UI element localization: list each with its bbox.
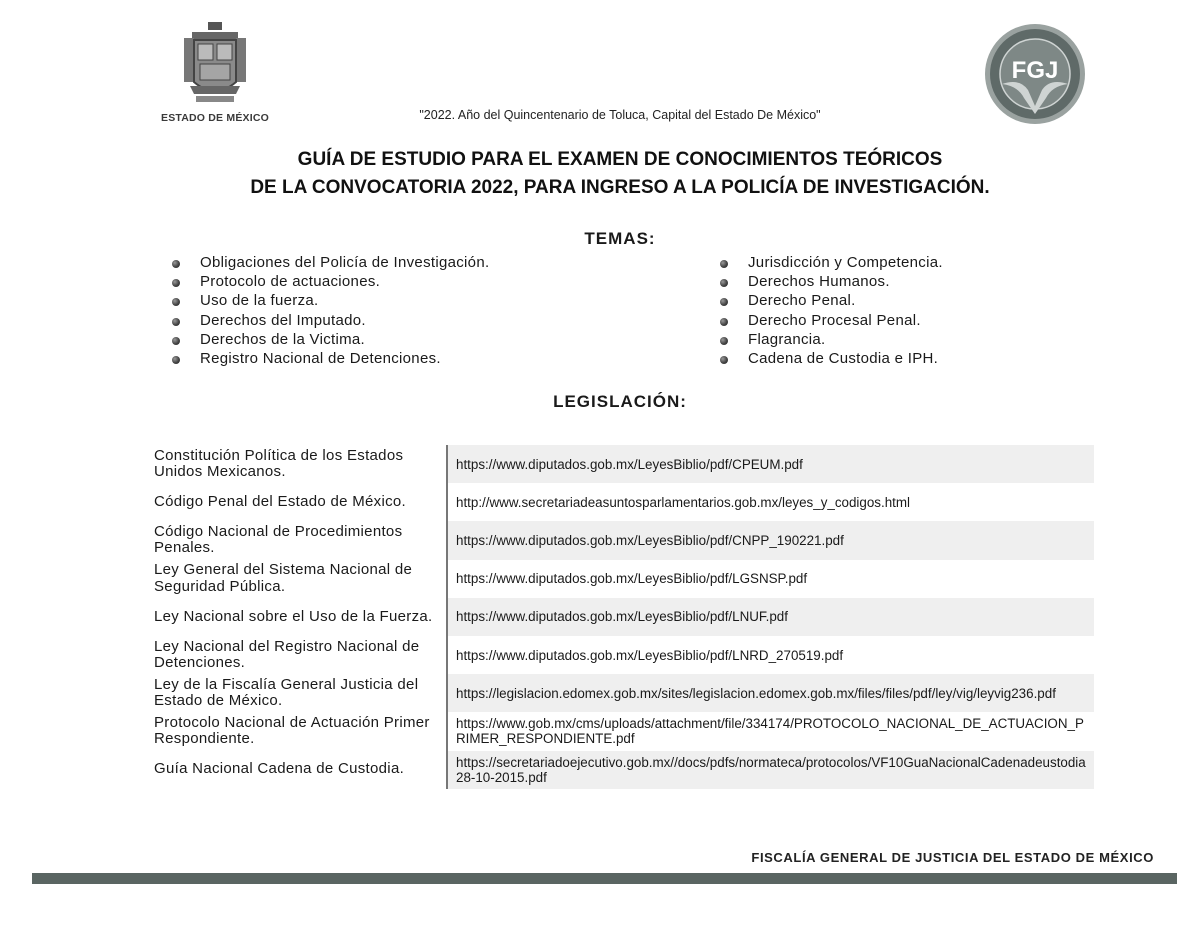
footer-institution-name: FISCALÍA GENERAL DE JUSTICIA DEL ESTADO DE MÉXICO bbox=[751, 850, 1154, 865]
list-item bbox=[720, 330, 943, 349]
tema-text: Derechos de la Victima. bbox=[200, 330, 366, 348]
bullet-icon bbox=[172, 337, 180, 345]
list-item bbox=[720, 272, 943, 291]
law-name: Constitución Política de los Estados Unidos Mexicanos. bbox=[154, 446, 404, 481]
law-url-link[interactable]: https://www.diputados.gob.mx/LeyesBiblio/pdf/LGSNSP.pdf bbox=[446, 560, 1094, 598]
bullet-icon bbox=[720, 298, 728, 306]
table-row bbox=[154, 636, 1094, 674]
law-url-link[interactable]: https://www.diputados.gob.mx/LeyesBiblio/pdf/LNRD_270519.pdf bbox=[446, 636, 1094, 674]
law-name: Ley de la Fiscalía General Justicia del Estado de México. bbox=[154, 675, 419, 710]
table-row bbox=[154, 483, 1094, 521]
title-line-1: GUÍA DE ESTUDIO PARA EL EXAMEN DE CONOCIMIENTOS TEÓRICOS bbox=[297, 149, 943, 170]
bullet-icon bbox=[172, 298, 180, 306]
law-url-link[interactable]: https://legislacion.edomex.gob.mx/sites/legislacion.edomex.gob.mx/files/files/pdf/ley/vig/leyvig236.pdf bbox=[446, 674, 1094, 712]
left-logo-label: ESTADO DE MÉXICO bbox=[160, 112, 269, 124]
list-item bbox=[720, 311, 943, 330]
bullet-icon bbox=[172, 260, 180, 268]
list-item bbox=[172, 291, 489, 310]
bullet-icon bbox=[720, 279, 728, 287]
table-row bbox=[154, 521, 1094, 559]
table-row bbox=[154, 445, 1094, 483]
bullet-icon bbox=[172, 356, 180, 364]
table-row bbox=[154, 560, 1094, 598]
list-item bbox=[172, 349, 489, 368]
law-name: Código Penal del Estado de México. bbox=[154, 493, 407, 511]
law-name: Ley Nacional sobre el Uso de la Fuerza. bbox=[154, 607, 433, 625]
temas-heading: TEMAS: bbox=[584, 229, 656, 248]
table-row bbox=[154, 674, 1094, 712]
law-url-link[interactable]: https://www.diputados.gob.mx/LeyesBiblio/pdf/CPEUM.pdf bbox=[446, 445, 1094, 483]
law-url-link[interactable]: https://secretariadoejecutivo.gob.mx//docs/pdfs/normateca/protocolos/VF10GuaNacionalCadenadeustodia28-10-2015.pdf bbox=[446, 751, 1094, 789]
tema-text: Registro Nacional de Detenciones. bbox=[200, 349, 441, 367]
document-title bbox=[150, 146, 1090, 202]
year-motto: "2022. Año del Quincentenario de Toluca, Capital del Estado De México" bbox=[419, 108, 821, 122]
tema-text: Derechos del Imputado. bbox=[200, 311, 366, 329]
list-item bbox=[172, 272, 489, 291]
bullet-icon bbox=[720, 318, 728, 326]
legislacion-table bbox=[154, 445, 1094, 789]
tema-text: Cadena de Custodia e IPH. bbox=[748, 349, 939, 367]
law-url-link[interactable]: https://www.gob.mx/cms/uploads/attachment/file/334174/PROTOCOLO_NACIONAL_DE_ACTUACION_PRIMER_RESPONDIENTE.pdf bbox=[446, 712, 1094, 750]
tema-text: Uso de la fuerza. bbox=[200, 292, 319, 310]
law-url-link[interactable]: http://www.secretariadeasuntosparlamentarios.gob.mx/leyes_y_codigos.html bbox=[446, 483, 1094, 521]
bullet-icon bbox=[720, 260, 728, 268]
legislacion-heading: LEGISLACIÓN: bbox=[553, 392, 687, 411]
bullet-icon bbox=[720, 356, 728, 364]
law-name: Ley Nacional del Registro Nacional de Detenciones. bbox=[154, 637, 420, 672]
list-item bbox=[172, 330, 489, 349]
list-item bbox=[172, 311, 489, 330]
footer-divider-bar bbox=[32, 873, 1177, 884]
list-item bbox=[720, 291, 943, 310]
table-row bbox=[154, 751, 1094, 789]
tema-text: Protocolo de actuaciones. bbox=[200, 273, 381, 291]
fgj-seal-text: FGJ bbox=[1011, 57, 1059, 84]
law-url-link[interactable]: https://www.diputados.gob.mx/LeyesBiblio/pdf/LNUF.pdf bbox=[446, 598, 1094, 636]
list-item bbox=[720, 253, 943, 272]
tema-text: Derecho Procesal Penal. bbox=[748, 311, 921, 329]
law-name: Código Nacional de Procedimientos Penales. bbox=[154, 522, 403, 557]
tema-text: Derecho Penal. bbox=[748, 292, 856, 310]
table-row bbox=[154, 712, 1094, 750]
law-name: Guía Nacional Cadena de Custodia. bbox=[154, 760, 405, 778]
estado-de-mexico-logo bbox=[154, 20, 276, 126]
bullet-icon bbox=[172, 279, 180, 287]
bullet-icon bbox=[172, 318, 180, 326]
law-name: Ley General del Sistema Nacional de Seguridad Pública. bbox=[154, 561, 413, 595]
tema-text: Jurisdicción y Competencia. bbox=[748, 254, 943, 271]
temas-list-left bbox=[172, 253, 489, 368]
bullet-icon bbox=[720, 337, 728, 345]
law-name: Protocolo Nacional de Actuación Primer Respondiente. bbox=[154, 713, 430, 748]
tema-text: Obligaciones del Policía de Investigación. bbox=[200, 254, 490, 271]
table-row bbox=[154, 598, 1094, 636]
law-url-link[interactable]: https://www.diputados.gob.mx/LeyesBiblio/pdf/CNPP_190221.pdf bbox=[446, 521, 1094, 559]
coat-of-arms-icon bbox=[178, 20, 252, 108]
fgj-seal-icon bbox=[980, 22, 1090, 126]
tema-text: Flagrancia. bbox=[748, 330, 826, 348]
temas-list-right bbox=[720, 253, 943, 368]
fgj-seal-logo bbox=[980, 22, 1090, 126]
title-line-2: DE LA CONVOCATORIA 2022, PARA INGRESO A LA POLICÍA DE INVESTIGACIÓN. bbox=[250, 177, 990, 198]
list-item bbox=[172, 253, 489, 272]
list-item bbox=[720, 349, 943, 368]
tema-text: Derechos Humanos. bbox=[748, 273, 890, 291]
